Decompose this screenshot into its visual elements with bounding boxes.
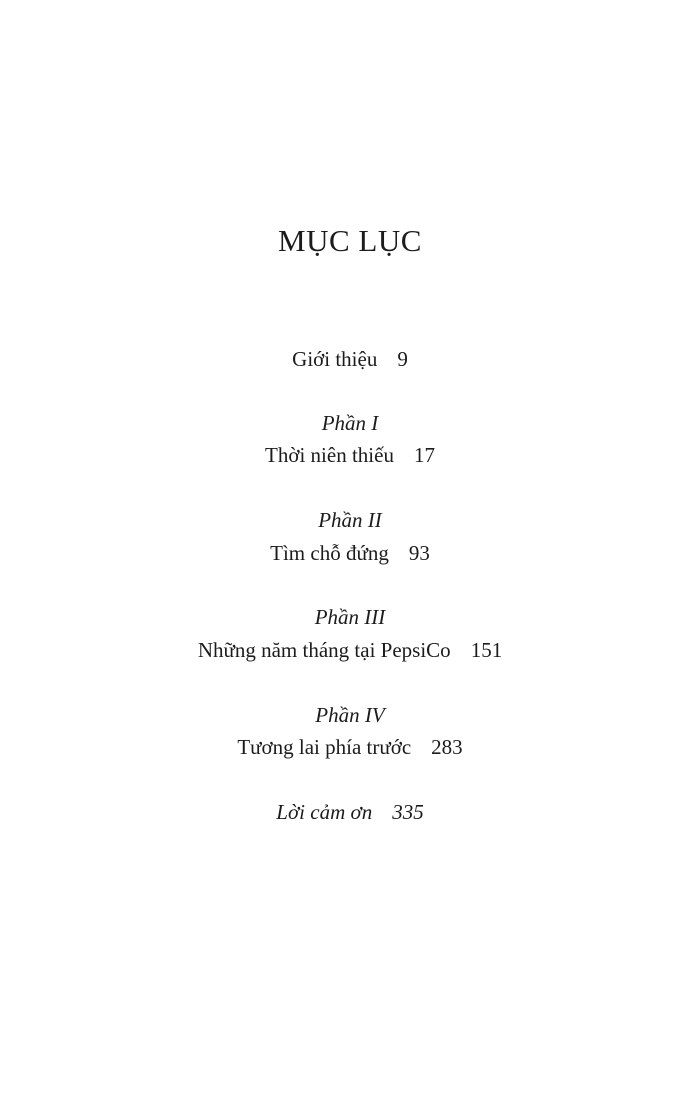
toc-entry-page-number: 9 bbox=[397, 347, 408, 371]
part-heading-1: Phần I bbox=[321, 411, 379, 435]
toc-entry-label: Những năm tháng tại PepsiCo bbox=[197, 638, 451, 662]
toc-entry-label: Thời niên thiếu bbox=[265, 443, 394, 467]
page-title: MỤC LỤC bbox=[278, 223, 422, 258]
toc-entry-acknowledgements[interactable] bbox=[0, 799, 700, 825]
part-heading-3: Phần III bbox=[314, 605, 386, 629]
part-heading-2: Phần II bbox=[318, 508, 382, 532]
toc-entry-intro[interactable] bbox=[0, 346, 700, 372]
toc-entry-label: Lời cảm ơn bbox=[276, 800, 373, 824]
toc-entry-label: Tương lai phía trước bbox=[237, 735, 412, 759]
toc-entry-part-4[interactable] bbox=[0, 734, 700, 760]
toc-entry-label: Giới thiệu bbox=[292, 347, 378, 371]
toc-entry-page-number: 151 bbox=[470, 638, 503, 662]
toc-entry-page-number: 335 bbox=[392, 800, 424, 824]
toc-entry-part-2[interactable] bbox=[0, 540, 700, 566]
toc-entry-page-number: 93 bbox=[408, 541, 430, 565]
toc-entry-page-number: 17 bbox=[413, 443, 435, 467]
toc-entry-part-1[interactable] bbox=[0, 442, 700, 468]
toc-entry-page-number: 283 bbox=[431, 735, 463, 759]
toc-entry-part-3[interactable] bbox=[0, 637, 700, 663]
toc-entry-label: Tìm chỗ đứng bbox=[270, 541, 389, 565]
part-heading-4: Phần IV bbox=[315, 703, 385, 727]
